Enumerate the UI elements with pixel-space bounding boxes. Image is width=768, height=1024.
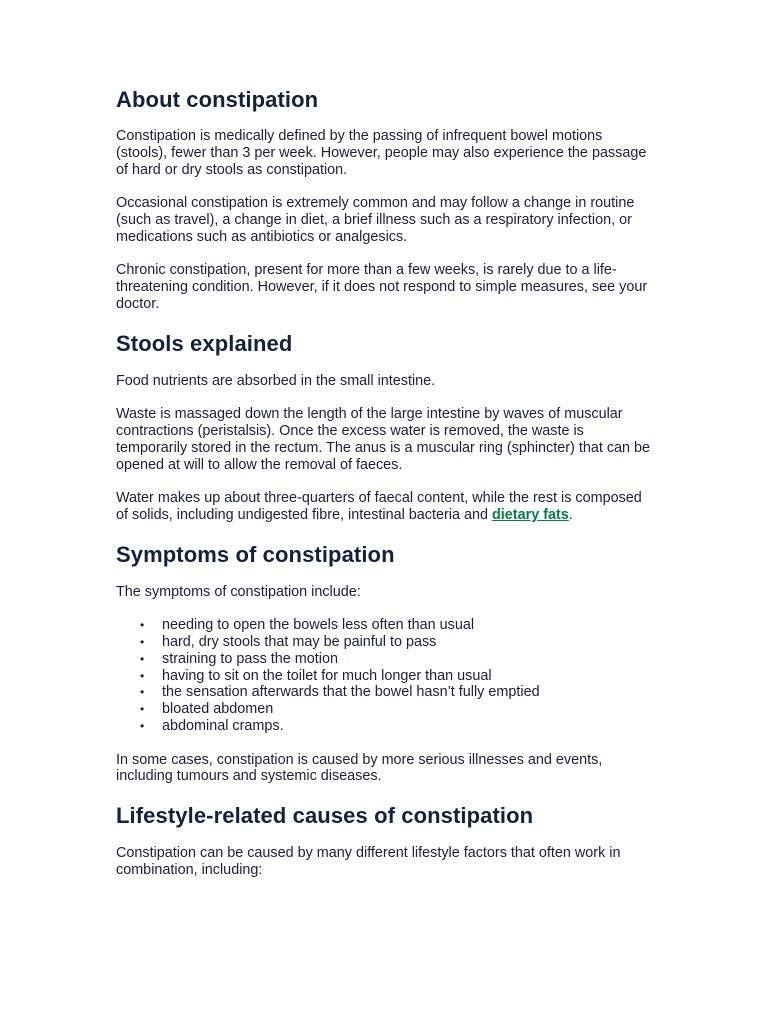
list-item bbox=[116, 634, 656, 651]
bullet-icon: • bbox=[140, 702, 145, 717]
heading-stools-explained: Stools explained bbox=[116, 330, 293, 356]
paragraph bbox=[116, 490, 656, 524]
list-item-text: needing to open the bowels less often than usual bbox=[162, 617, 475, 634]
document-page bbox=[116, 86, 656, 895]
section-about-constipation bbox=[116, 86, 656, 313]
bullet-icon: • bbox=[140, 668, 145, 683]
list-item bbox=[116, 718, 656, 735]
heading-symptoms-of-constipation: Symptoms of constipation bbox=[116, 541, 395, 567]
list-item-text: hard, dry stools that may be painful to pass bbox=[162, 633, 437, 650]
heading-lifestyle-causes: Lifestyle-related causes of constipation bbox=[116, 802, 534, 828]
bullet-icon: • bbox=[140, 651, 145, 666]
list-item bbox=[116, 701, 656, 718]
bullet-icon: • bbox=[140, 685, 145, 700]
symptoms-list bbox=[116, 617, 656, 735]
section-lifestyle-causes bbox=[116, 802, 656, 879]
bullet-icon: • bbox=[140, 718, 145, 733]
paragraph: Waste is massaged down the length of the large intestine by waves of muscular contractions (peristalsis). Once the excess water is removed, the waste is temporarily stored in the rectum. The anus is a muscular ring (sphincter) that can be opened at will to allow the removal of faeces. bbox=[116, 406, 651, 473]
list-item-text: abdominal cramps. bbox=[162, 717, 284, 734]
paragraph: The symptoms of constipation include: bbox=[116, 583, 361, 600]
paragraph: Chronic constipation, present for more than a few weeks, is rarely due to a life-threatening condition. However, if it does not respond to simple measures, see your doctor. bbox=[116, 262, 648, 312]
list-item-text: having to sit on the toilet for much longer than usual bbox=[162, 667, 492, 684]
paragraph: Occasional constipation is extremely common and may follow a change in routine (such as travel), a change in diet, a brief illness such as a respiratory infection, or medications such as antibiotics or analgesics. bbox=[116, 195, 635, 245]
list-item-text: bloated abdomen bbox=[162, 701, 274, 718]
heading-about-constipation: About constipation bbox=[116, 87, 319, 112]
list-item bbox=[116, 651, 656, 668]
bullet-icon: • bbox=[140, 618, 145, 633]
bullet-icon: • bbox=[140, 634, 145, 649]
paragraph-text: Water makes up about three-quarters of faecal content, while the rest is composed of solids, including undigested fibre, intestinal bacteria and bbox=[116, 490, 642, 523]
list-item bbox=[116, 617, 656, 634]
list-item bbox=[116, 684, 656, 701]
list-item-text: the sensation afterwards that the bowel hasn’t fully emptied bbox=[162, 684, 540, 701]
section-stools-explained bbox=[116, 330, 656, 524]
paragraph: In some cases, constipation is caused by more serious illnesses and events, including tumours and systemic diseases. bbox=[116, 751, 603, 785]
paragraph-text: . bbox=[568, 506, 573, 523]
paragraph: Constipation can be caused by many different lifestyle factors that often work in combination, including: bbox=[116, 844, 621, 878]
list-item-text: straining to pass the motion bbox=[162, 650, 338, 667]
paragraph: Food nutrients are absorbed in the small intestine. bbox=[116, 372, 436, 389]
paragraph: Constipation is medically defined by the passing of infrequent bowel motions (stools), fewer than 3 per week. However, people may also experience the passage of hard or dry stools as constipation. bbox=[116, 128, 647, 178]
list-item bbox=[116, 668, 656, 685]
dietary-fats-link[interactable]: dietary fats bbox=[492, 506, 569, 523]
section-symptoms bbox=[116, 541, 656, 786]
